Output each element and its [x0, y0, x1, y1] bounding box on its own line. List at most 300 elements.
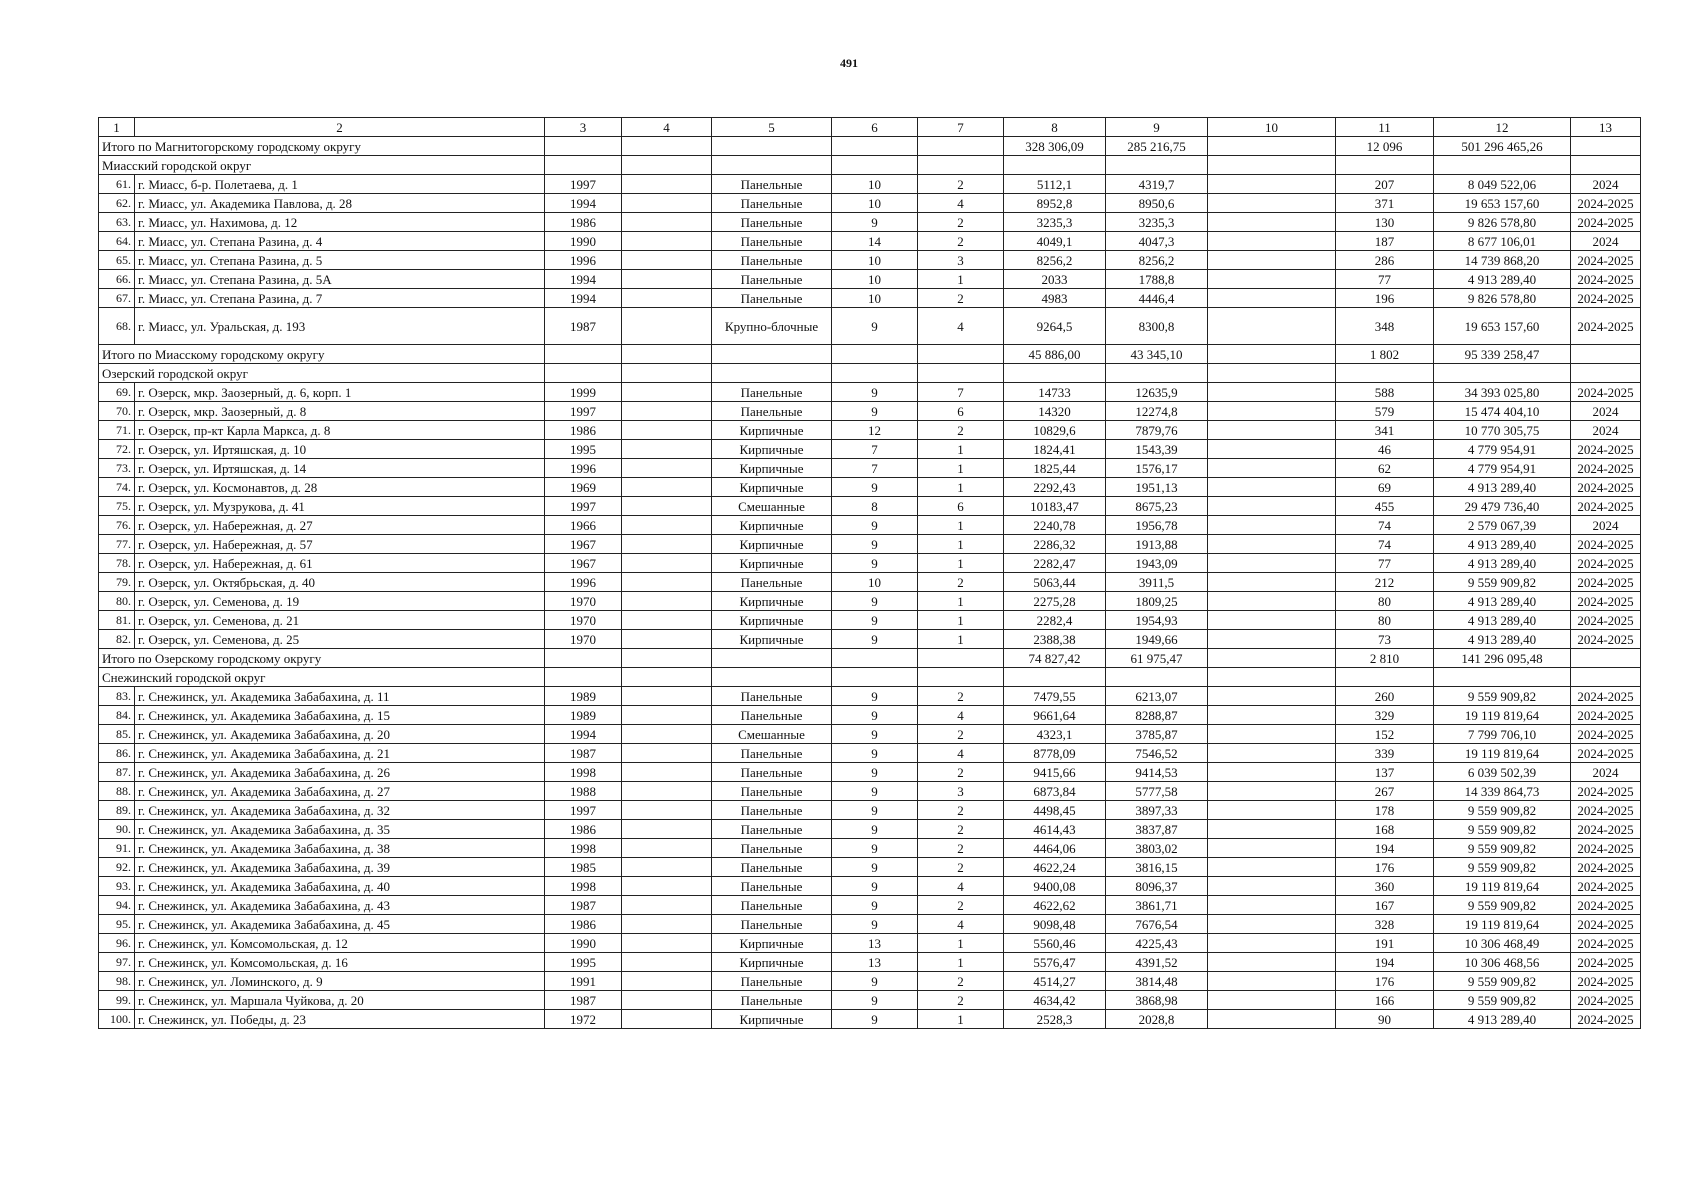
table-cell [1208, 175, 1336, 194]
table-cell: 2024-2025 [1571, 497, 1641, 516]
table-cell: 2024-2025 [1571, 1010, 1641, 1029]
empty-cell [1571, 345, 1641, 364]
table-cell: 3235,3 [1106, 213, 1208, 232]
table-cell: 166 [1336, 991, 1434, 1010]
table-cell: 2024-2025 [1571, 289, 1641, 308]
table-cell: 12635,9 [1106, 383, 1208, 402]
table-cell: 8 677 106,01 [1434, 232, 1571, 251]
table-row [99, 251, 1641, 270]
table-cell: 455 [1336, 497, 1434, 516]
table-cell: 1986 [545, 915, 622, 934]
table-row [99, 213, 1641, 232]
table-cell: 70. [99, 402, 135, 421]
table-cell: 9 [832, 630, 918, 649]
empty-cell [918, 668, 1004, 687]
empty-cell [545, 364, 622, 383]
table-cell: 1970 [545, 592, 622, 611]
total-living-area-cell: 43 345,10 [1106, 345, 1208, 364]
table-cell: 15 474 404,10 [1434, 402, 1571, 421]
table-cell: г. Озерск, ул. Музрукова, д. 41 [135, 497, 545, 516]
table-cell: 9 [832, 839, 918, 858]
table-cell: 4047,3 [1106, 232, 1208, 251]
table-cell [1208, 573, 1336, 592]
table-cell: 1966 [545, 516, 622, 535]
table-cell: 267 [1336, 782, 1434, 801]
table-cell: 9264,5 [1004, 308, 1106, 345]
table-cell: г. Озерск, ул. Семенова, д. 21 [135, 611, 545, 630]
table-row [99, 706, 1641, 725]
table-row [99, 459, 1641, 478]
table-row [99, 175, 1641, 194]
table-row [99, 896, 1641, 915]
table-cell: 2024 [1571, 421, 1641, 440]
table-cell: 9 559 909,82 [1434, 573, 1571, 592]
table-cell: 2024-2025 [1571, 383, 1641, 402]
table-cell: г. Снежинск, ул. Академика Забабахина, д. 11 [135, 687, 545, 706]
table-cell: г. Озерск, ул. Космонавтов, д. 28 [135, 478, 545, 497]
table-cell: 100. [99, 1010, 135, 1029]
table-cell: 69. [99, 383, 135, 402]
table-cell: 77. [99, 535, 135, 554]
table-cell [1208, 383, 1336, 402]
table-cell: 9400,08 [1004, 877, 1106, 896]
table-cell: 1543,39 [1106, 440, 1208, 459]
table-cell: 2 [918, 232, 1004, 251]
table-cell: 69 [1336, 478, 1434, 497]
table-cell: 196 [1336, 289, 1434, 308]
table-row [99, 991, 1641, 1010]
table-cell: 1 [918, 554, 1004, 573]
empty-cell [712, 156, 832, 175]
table-cell: 86. [99, 744, 135, 763]
table-cell: 3803,02 [1106, 839, 1208, 858]
table-cell: 9 [832, 706, 918, 725]
table-cell: 19 119 819,64 [1434, 744, 1571, 763]
table-cell: Смешанные [712, 725, 832, 744]
table-cell: 2024-2025 [1571, 991, 1641, 1010]
table-cell: 2 [918, 763, 1004, 782]
table-cell: 4 913 289,40 [1434, 1010, 1571, 1029]
table-cell [1208, 934, 1336, 953]
total-area-cell: 74 827,42 [1004, 649, 1106, 668]
table-cell: 2282,47 [1004, 554, 1106, 573]
table-cell: 2024-2025 [1571, 270, 1641, 289]
header-cell: 1 [99, 118, 135, 137]
table-cell: Панельные [712, 972, 832, 991]
table-cell: 1824,41 [1004, 440, 1106, 459]
table-cell: 2024-2025 [1571, 440, 1641, 459]
empty-cell [712, 345, 832, 364]
table-cell: 8 049 522,06 [1434, 175, 1571, 194]
table-cell: г. Озерск, ул. Семенова, д. 25 [135, 630, 545, 649]
table-cell: 9 [832, 744, 918, 763]
table-cell: 8 [832, 497, 918, 516]
total-cost-cell: 141 296 095,48 [1434, 649, 1571, 668]
table-cell [1208, 915, 1336, 934]
header-cell: 12 [1434, 118, 1571, 137]
table-cell: 9 [832, 915, 918, 934]
table-cell: 9 [832, 763, 918, 782]
table-cell: Кирпичные [712, 934, 832, 953]
table-cell: 4319,7 [1106, 175, 1208, 194]
table-cell: 9 559 909,82 [1434, 801, 1571, 820]
table-cell: 4 [918, 194, 1004, 213]
table-cell [622, 554, 712, 573]
table-cell: 2024-2025 [1571, 611, 1641, 630]
table-cell: 4498,45 [1004, 801, 1106, 820]
table-cell: 4622,62 [1004, 896, 1106, 915]
table-cell: Панельные [712, 763, 832, 782]
table-cell: 9 826 578,80 [1434, 289, 1571, 308]
table-cell: 191 [1336, 934, 1434, 953]
table-cell: 4225,43 [1106, 934, 1208, 953]
table-cell: 1 [918, 934, 1004, 953]
table-cell: 4 913 289,40 [1434, 270, 1571, 289]
table-cell: 5063,44 [1004, 573, 1106, 592]
table-row [99, 839, 1641, 858]
table-cell: г. Снежинск, ул. Академика Забабахина, д. 26 [135, 763, 545, 782]
table-cell: 1986 [545, 820, 622, 839]
table-cell: Панельные [712, 573, 832, 592]
header-cell: 9 [1106, 118, 1208, 137]
table-cell: 9 [832, 877, 918, 896]
table-row [99, 478, 1641, 497]
table-cell [1208, 421, 1336, 440]
table-cell: 8256,2 [1004, 251, 1106, 270]
table-row [99, 611, 1641, 630]
table-cell: 9 [832, 611, 918, 630]
empty-cell [1004, 668, 1106, 687]
table-cell: 328 [1336, 915, 1434, 934]
table-cell: 5576,47 [1004, 953, 1106, 972]
table-cell: 13 [832, 934, 918, 953]
page-number: 491 [840, 56, 858, 70]
table-cell [1208, 232, 1336, 251]
table-cell [622, 991, 712, 1010]
table-cell: 5560,46 [1004, 934, 1106, 953]
table-cell: г. Снежинск, ул. Комсомольская, д. 12 [135, 934, 545, 953]
table-cell: Панельные [712, 744, 832, 763]
table-cell [1208, 763, 1336, 782]
table-cell: 9 [832, 896, 918, 915]
table-cell: 95. [99, 915, 135, 934]
table-cell: 168 [1336, 820, 1434, 839]
table-cell: Панельные [712, 801, 832, 820]
table-cell: Кирпичные [712, 516, 832, 535]
table-cell: 1949,66 [1106, 630, 1208, 649]
table-cell: 2024-2025 [1571, 896, 1641, 915]
table-cell: 9 559 909,82 [1434, 972, 1571, 991]
table-cell: 2024 [1571, 175, 1641, 194]
table-cell: 588 [1336, 383, 1434, 402]
table-cell: 4 913 289,40 [1434, 630, 1571, 649]
table-cell: 80 [1336, 592, 1434, 611]
table-cell [622, 421, 712, 440]
table-cell: 2024 [1571, 232, 1641, 251]
table-cell: Крупно-блочные [712, 308, 832, 345]
table-cell: 2240,78 [1004, 516, 1106, 535]
table-cell: Панельные [712, 820, 832, 839]
table-cell: 8288,87 [1106, 706, 1208, 725]
table-cell [622, 915, 712, 934]
table-cell: 1 [918, 630, 1004, 649]
table-cell: 1 [918, 516, 1004, 535]
table-cell: 1987 [545, 991, 622, 1010]
table-cell: 5112,1 [1004, 175, 1106, 194]
table-cell: 10 [832, 573, 918, 592]
table-cell [622, 232, 712, 251]
table-cell: 1986 [545, 213, 622, 232]
table-row [99, 573, 1641, 592]
table-cell: 2282,4 [1004, 611, 1106, 630]
total-cost-cell: 95 339 258,47 [1434, 345, 1571, 364]
empty-cell [1106, 364, 1208, 383]
table-row [99, 289, 1641, 308]
table-cell [622, 801, 712, 820]
table-cell: 1994 [545, 725, 622, 744]
table-cell: 7 [918, 383, 1004, 402]
table-cell: 10 770 305,75 [1434, 421, 1571, 440]
table-cell: 87. [99, 763, 135, 782]
table-cell: 1 [918, 592, 1004, 611]
table-cell: г. Миасс, б-р. Полетаева, д. 1 [135, 175, 545, 194]
table-cell: 1 [918, 953, 1004, 972]
table-cell: 286 [1336, 251, 1434, 270]
total-label: Итого по Озерскому городскому округу [99, 649, 545, 668]
empty-cell [1004, 156, 1106, 175]
total-area-cell: 328 306,09 [1004, 137, 1106, 156]
table-cell [622, 725, 712, 744]
table-cell: 74. [99, 478, 135, 497]
table-cell: Панельные [712, 858, 832, 877]
table-cell: 9 [832, 402, 918, 421]
empty-cell [1208, 156, 1336, 175]
header-cell: 13 [1571, 118, 1641, 137]
table-cell: Панельные [712, 194, 832, 213]
table-cell: 1997 [545, 402, 622, 421]
table-cell: 7 [832, 459, 918, 478]
table-cell [622, 459, 712, 478]
table-cell [1208, 782, 1336, 801]
table-cell: 62 [1336, 459, 1434, 478]
table-cell: 8256,2 [1106, 251, 1208, 270]
district-heading-row [99, 668, 1641, 687]
table-cell: 12274,8 [1106, 402, 1208, 421]
table-cell: 137 [1336, 763, 1434, 782]
empty-cell [918, 364, 1004, 383]
table-cell: 84. [99, 706, 135, 725]
table-cell: 360 [1336, 877, 1434, 896]
table-cell: 14733 [1004, 383, 1106, 402]
district-heading: Снежинский городской округ [99, 668, 545, 687]
table-cell: г. Снежинск, ул. Победы, д. 23 [135, 1010, 545, 1029]
table-cell: г. Снежинск, ул. Маршала Чуйкова, д. 20 [135, 991, 545, 1010]
table-row [99, 592, 1641, 611]
table-cell: 63. [99, 213, 135, 232]
table-cell: 5777,58 [1106, 782, 1208, 801]
table-cell: 1576,17 [1106, 459, 1208, 478]
table-cell: 78. [99, 554, 135, 573]
table-cell: 3816,15 [1106, 858, 1208, 877]
table-cell [1208, 251, 1336, 270]
table-cell: 91. [99, 839, 135, 858]
table-cell: 1809,25 [1106, 592, 1208, 611]
empty-cell [1208, 649, 1336, 668]
table-cell: 1989 [545, 706, 622, 725]
table-cell: 1987 [545, 308, 622, 345]
table-cell: 9 [832, 725, 918, 744]
table-cell: 9 [832, 308, 918, 345]
table-cell: 85. [99, 725, 135, 744]
empty-cell [712, 668, 832, 687]
table-cell: 74 [1336, 516, 1434, 535]
table-cell [1208, 896, 1336, 915]
table-cell [622, 1010, 712, 1029]
table-cell: 98. [99, 972, 135, 991]
table-cell: 4622,24 [1004, 858, 1106, 877]
table-cell: г. Снежинск, ул. Академика Забабахина, д. 21 [135, 744, 545, 763]
table-cell [1208, 820, 1336, 839]
table-cell: 2024-2025 [1571, 820, 1641, 839]
table-row [99, 535, 1641, 554]
table-cell [1208, 478, 1336, 497]
table-cell: 2024-2025 [1571, 877, 1641, 896]
table-row [99, 421, 1641, 440]
table-cell: 1987 [545, 896, 622, 915]
table-cell: 2024-2025 [1571, 213, 1641, 232]
empty-cell [622, 137, 712, 156]
table-cell: 9 [832, 858, 918, 877]
table-cell: 6873,84 [1004, 782, 1106, 801]
table-cell [1208, 1010, 1336, 1029]
table-cell [622, 953, 712, 972]
table-cell: 19 119 819,64 [1434, 706, 1571, 725]
table-cell: г. Озерск, ул. Набережная, д. 27 [135, 516, 545, 535]
table-cell [622, 630, 712, 649]
table-cell [1208, 459, 1336, 478]
table-cell: 1 [918, 440, 1004, 459]
header-cell: 2 [135, 118, 545, 137]
table-cell: 4049,1 [1004, 232, 1106, 251]
table-cell: 9 [832, 991, 918, 1010]
table-cell [622, 877, 712, 896]
table-cell: 68. [99, 308, 135, 345]
table-cell: 2024 [1571, 516, 1641, 535]
table-cell: 89. [99, 801, 135, 820]
total-living-area-cell: 61 975,47 [1106, 649, 1208, 668]
table-cell: г. Озерск, ул. Семенова, д. 19 [135, 592, 545, 611]
table-cell: 7479,55 [1004, 687, 1106, 706]
table-cell: г. Снежинск, ул. Академика Забабахина, д. 27 [135, 782, 545, 801]
table-cell: Панельные [712, 687, 832, 706]
table-cell: 2024-2025 [1571, 782, 1641, 801]
table-cell: г. Миасс, ул. Степана Разина, д. 7 [135, 289, 545, 308]
table-cell: 194 [1336, 839, 1434, 858]
table-row [99, 820, 1641, 839]
empty-cell [712, 364, 832, 383]
table-cell [622, 175, 712, 194]
table-cell: Кирпичные [712, 421, 832, 440]
table-cell [622, 763, 712, 782]
empty-cell [832, 156, 918, 175]
table-cell: 80. [99, 592, 135, 611]
table-cell: г. Миасс, ул. Степана Разина, д. 5А [135, 270, 545, 289]
table-cell [622, 820, 712, 839]
table-cell: 1788,8 [1106, 270, 1208, 289]
table-cell: 8952,8 [1004, 194, 1106, 213]
empty-cell [545, 649, 622, 668]
table-cell: 7546,52 [1106, 744, 1208, 763]
table-cell: г. Озерск, ул. Иртяшская, д. 10 [135, 440, 545, 459]
empty-cell [1336, 156, 1434, 175]
table-cell: 81. [99, 611, 135, 630]
table-cell: 2024-2025 [1571, 592, 1641, 611]
table-cell: 83. [99, 687, 135, 706]
table-cell: 2024-2025 [1571, 459, 1641, 478]
header-cell: 8 [1004, 118, 1106, 137]
table-cell: 73. [99, 459, 135, 478]
table-cell: 2024-2025 [1571, 687, 1641, 706]
table-cell: г. Озерск, ул. Набережная, д. 61 [135, 554, 545, 573]
table-cell: 2 [918, 289, 1004, 308]
table-cell: 14320 [1004, 402, 1106, 421]
total-residents-cell: 2 810 [1336, 649, 1434, 668]
table-cell: 2024-2025 [1571, 251, 1641, 270]
empty-cell [622, 649, 712, 668]
table-cell: 1998 [545, 839, 622, 858]
table-cell: 2 [918, 820, 1004, 839]
table-cell: 152 [1336, 725, 1434, 744]
table-cell: 8778,09 [1004, 744, 1106, 763]
table-cell: 194 [1336, 953, 1434, 972]
housing-register-table [98, 117, 1641, 1029]
table-cell: 9 [832, 687, 918, 706]
table-cell: Панельные [712, 232, 832, 251]
table-cell: 3861,71 [1106, 896, 1208, 915]
empty-cell [1208, 668, 1336, 687]
table-cell: г. Снежинск, ул. Академика Забабахина, д. 40 [135, 877, 545, 896]
table-cell: 2 [918, 175, 1004, 194]
table-cell: 2024-2025 [1571, 630, 1641, 649]
table-cell: 4323,1 [1004, 725, 1106, 744]
table-row [99, 383, 1641, 402]
table-cell: 1951,13 [1106, 478, 1208, 497]
empty-cell [545, 156, 622, 175]
table-cell: 2024 [1571, 763, 1641, 782]
table-cell: 1996 [545, 251, 622, 270]
table-cell: 2024-2025 [1571, 858, 1641, 877]
table-cell: 2024-2025 [1571, 934, 1641, 953]
table-cell [1208, 839, 1336, 858]
header-cell: 3 [545, 118, 622, 137]
table-cell [1208, 497, 1336, 516]
district-heading-row [99, 364, 1641, 383]
table-cell: 1913,88 [1106, 535, 1208, 554]
table-cell: 9 559 909,82 [1434, 991, 1571, 1010]
table-row [99, 953, 1641, 972]
table-cell: 74 [1336, 535, 1434, 554]
table-cell: г. Озерск, мкр. Заозерный, д. 8 [135, 402, 545, 421]
table-cell: 67. [99, 289, 135, 308]
table-cell [622, 213, 712, 232]
empty-cell [1004, 364, 1106, 383]
empty-cell [1571, 137, 1641, 156]
table-cell: 10 [832, 194, 918, 213]
table-cell: 9 [832, 1010, 918, 1029]
table-cell: 14 739 868,20 [1434, 251, 1571, 270]
table-cell: 3837,87 [1106, 820, 1208, 839]
table-cell: 9414,53 [1106, 763, 1208, 782]
